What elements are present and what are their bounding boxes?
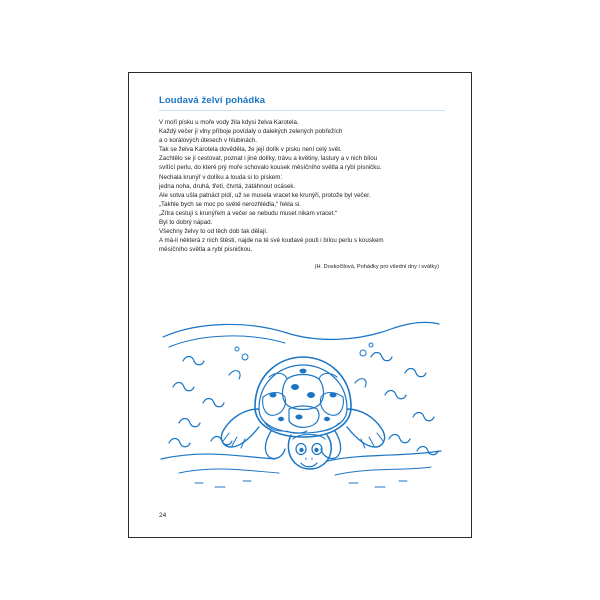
page-title: Loudavá želví pohádka — [159, 95, 266, 106]
story-line: Ale sotva ušla patnáct pídí, už se musela vracet ke krunýři, protože byl večer. — [159, 191, 371, 199]
story-line: V moři písku u moře vody žila kdysi želva Karotela. — [159, 119, 299, 126]
title-divider — [159, 110, 445, 111]
turtle-illustration — [159, 291, 443, 493]
document-page — [128, 72, 472, 538]
page-number: 24 — [159, 512, 167, 519]
story-line: Byl to dobrý nápad. — [159, 219, 213, 227]
source-attribution: (H. Doskočilová, Pohádky pro všední dny i svátky) — [314, 264, 439, 271]
story-line: Zachtělo se jí cestovat, poznat i jiné dolíky, trávu a květiny, lastury a v nich bílou — [159, 155, 378, 163]
story-line: měsíčního světla a rybí písničkou. — [159, 246, 253, 254]
story-line: jedna noha, druhá, třetí, čtvrtá, zatáhnout ocásek. — [159, 182, 296, 190]
story-line: svítící perlu, do které prý moře schovalo kousek měsíčního světla a rybí písničku. — [159, 164, 382, 172]
story-line: Tak se želva Karotela dověděla, že její dolík v písku není celý svět. — [159, 146, 342, 154]
story-line: Nechala krunýř v dolíku a louda si to pískem: — [159, 173, 283, 181]
story-line: Všechny želvy to od těch dob tak dělají. — [159, 228, 268, 236]
story-line: „Zítra cestuji s krunýřem a večer se nebudu muset nikam vracet.“ — [159, 209, 338, 217]
story-line: a o korálových útesech v hlubinách. — [159, 137, 258, 145]
story-line: „Takhle bych se moc po světě nerozhlédla,“ řekla si. — [159, 200, 302, 208]
story-body — [159, 118, 445, 254]
story-line: Každý večer jí vlny příboje povídaly o dalekých zelených pobřežích — [159, 128, 343, 136]
story-line: A má-li některá z nich štěstí, najde na té své loudavé pouti i bílou perlu s kouskem — [159, 237, 384, 245]
